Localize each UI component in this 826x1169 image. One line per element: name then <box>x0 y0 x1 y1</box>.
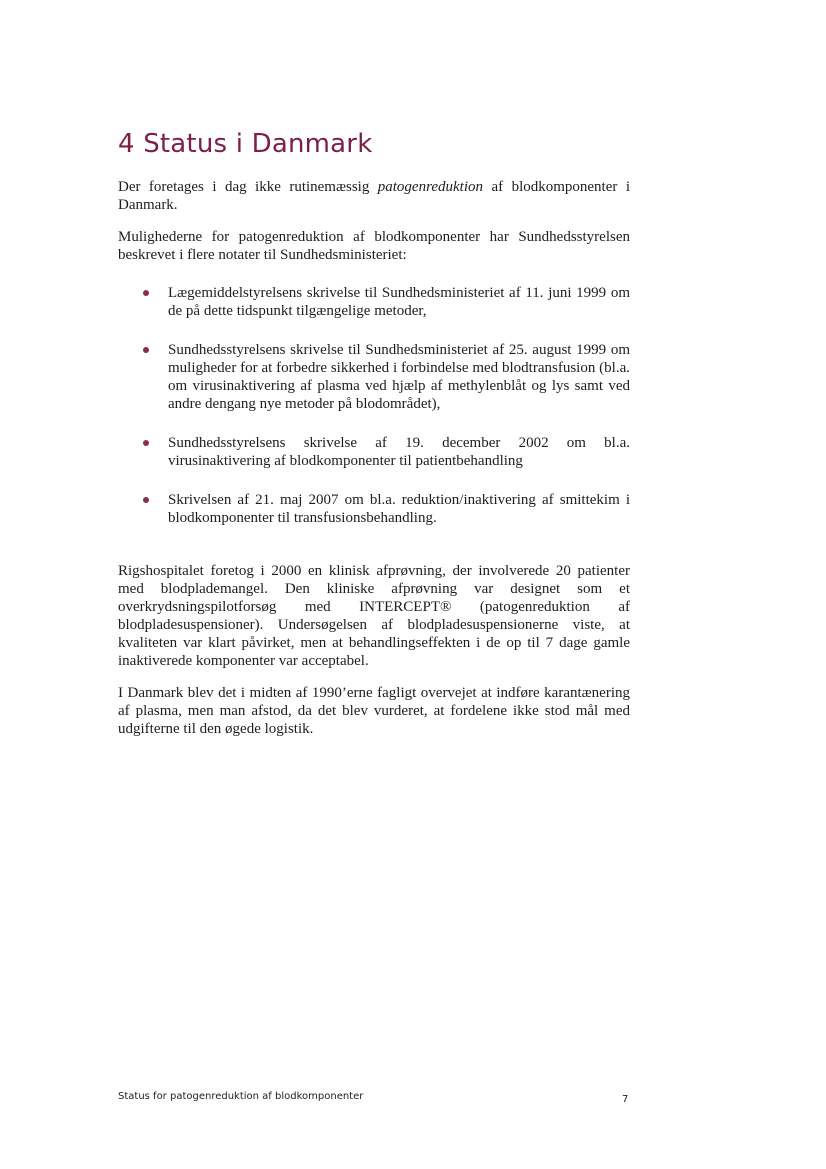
bullet-icon <box>143 290 149 296</box>
rigshospitalet-paragraph: Rigshospitalet foretog i 2000 en klinisk afprøvning, der involverede 20 patienter med blodplademangel. Den kliniske afprøvning var designet som et overkrydsningspilotforsøg med INTERCEPT® (patogenreduktion af blodpladesuspensioner). Undersøgelsen af blodpladesuspensionerne viste, at kvaliteten var klart påvirket, men at behandlingseffekten i de op til 7 dage gamle inaktiverede komponenter var acceptabel. <box>118 563 630 669</box>
footer-title: Status for patogenreduktion af blodkomponenter <box>118 1091 364 1102</box>
bullet-icon <box>143 440 149 446</box>
list-item-text: Lægemiddelstyrelsens skrivelse til Sundhedsministeriet af 11. juni 1999 om de på dette tidspunkt tilgængelige metoder, <box>168 285 630 319</box>
bullet-icon <box>143 347 149 353</box>
list-item-text: Sundhedsstyrelsens skrivelse til Sundhedsministeriet af 25. august 1999 om muligheder for at forbedre sikkerhed i forbindelse med blodtransfusion (bl.a. om virusinaktivering af plasma ved hjælp af methylenblåt og lys samt ved andre dengang nye metoder på blodområdet), <box>168 342 630 412</box>
section-heading: 4 Status i Danmark <box>118 129 373 159</box>
section-spacer <box>118 548 630 562</box>
list-item-text: Sundhedsstyrelsens skrivelse af 19. december 2002 om bl.a. virusinaktivering af blodkomponenter til patientbehandling <box>168 435 630 469</box>
list-item <box>118 434 630 470</box>
list-item <box>118 491 630 527</box>
notes-intro-paragraph: Mulighederne for patogenreduktion af blodkomponenter har Sundhedsstyrelsen beskrevet i flere notater til Sundhedsministeriet: <box>118 229 630 263</box>
page-content <box>118 128 630 752</box>
list-item <box>118 284 630 320</box>
intro-paragraph <box>118 178 630 214</box>
bullet-icon <box>143 497 149 503</box>
quarantine-paragraph: I Danmark blev det i midten af 1990’erne fagligt overvejet at indføre karantænering af plasma, men man afstod, da det blev vurderet, at fordelene ikke stod mål med udgifterne til den øgede logistik. <box>118 685 630 737</box>
page-number: 7 <box>622 1094 629 1105</box>
intro-text-start: Der foretages i dag ikke rutinemæssig <box>118 179 378 195</box>
notes-list <box>118 284 630 527</box>
intro-emphasis: patogenreduktion <box>377 179 484 195</box>
list-item-text: Skrivelsen af 21. maj 2007 om bl.a. reduktion/inaktivering af smittekim i blodkomponenter til transfusionsbehandling. <box>168 492 630 526</box>
list-item <box>118 341 630 413</box>
intro-text-end: af blodkomponenter i Danmark. <box>118 179 630 213</box>
